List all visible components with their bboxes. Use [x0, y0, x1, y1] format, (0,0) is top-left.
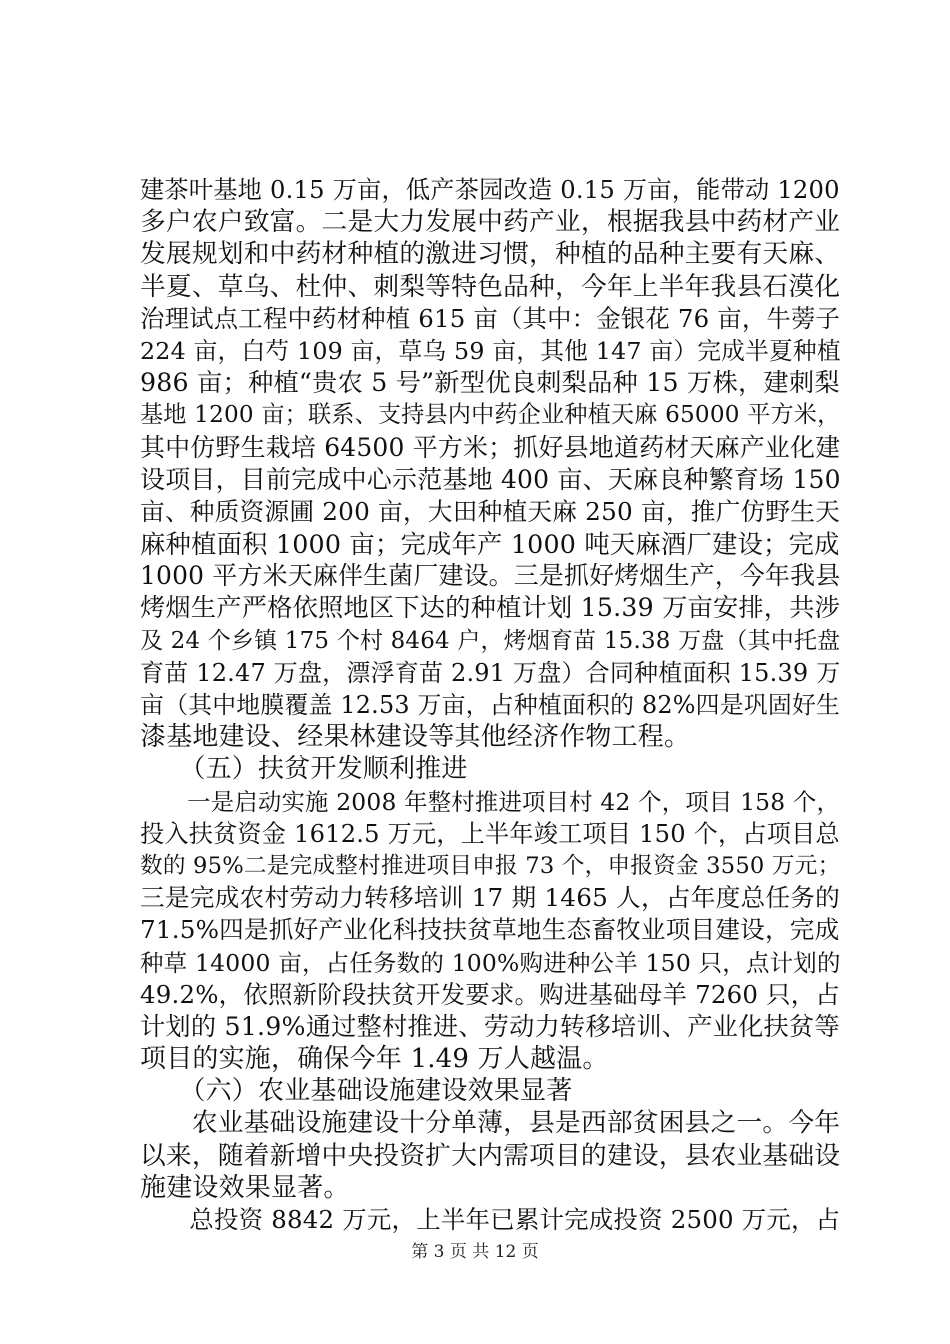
text-line: 烤烟生产严格依照地区下达的种植计划 15.39 万亩安排，共涉 — [140, 593, 841, 623]
text-line: 农业基础设施建设十分单薄，县是西部贫困县之一。今年 — [140, 1108, 841, 1139]
text-line: 亩（其中地膜覆盖 12.53 万亩，占种植面积的 82%四是巩固好生 — [140, 691, 841, 719]
text-line: 麻种植面积 1000 亩；完成年产 1000 吨天麻酒厂建设；完成 — [140, 529, 840, 560]
text-line: 建茶叶基地 0.15 万亩，低产茶园改造 0.15 万亩，能带动 1200 — [140, 176, 840, 204]
page-number-footer: 第 3 页 共 12 页 — [411, 1242, 539, 1262]
text-line: 亩、种质资源圃 200 亩，大田种植天麻 250 亩，推广仿野生天 — [140, 496, 841, 526]
text-line: 数的 95%二是完成整村推进项目申报 73 个，申报资金 3550 万元； — [140, 852, 841, 879]
text-line: 投入扶贫资金 1612.5 万元，上半年竣工项目 150 个，占项目总 — [140, 819, 840, 848]
text-line: 设项目，目前完成中心示范基地 400 亩、天麻良种繁育场 150 — [140, 464, 841, 494]
text-line: 施建设效果显著。 — [140, 1172, 350, 1203]
section-heading: （六）农业基础设施建设效果显著 — [140, 1076, 573, 1107]
text-line: 总投资 8842 万元，上半年已累计完成投资 2500 万元，占 — [140, 1205, 841, 1234]
text-line: 1000 平方米天麻伴生菌厂建设。三是抓好烤烟生产，今年我县 — [140, 561, 841, 591]
text-line: 多户农户致富。二是大力发展中药产业，根据我县中药材产业 — [140, 207, 841, 238]
text-line: 漆基地建设、经果林建设等其他经济作物工程。 — [140, 722, 691, 753]
text-line: 一是启动实施 2008 年整村推进项目村 42 个，项目 158 个， — [140, 787, 841, 816]
text-line: 基地 1200 亩；联系、支持县内中药企业种植天麻 65000 平方米， — [140, 402, 841, 429]
text-line: 半夏、草乌、杜仲、刺梨等特色品种，今年上半年我县石漠化 — [140, 271, 841, 302]
body-text — [140, 174, 840, 1236]
text-line: 224 亩，白芍 109 亩，草乌 59 亩，其他 147 亩）完成半夏种植 — [140, 336, 841, 365]
text-line: 项目的实施，确保今年 1.49 万人越温。 — [140, 1044, 609, 1075]
text-line: 三是完成农村劳动力转移培训 17 期 1465 人，占年度总任务的 — [140, 883, 841, 913]
text-line: 育苗 12.47 万盘，漂浮育苗 2.91 万盘）合同种植面积 15.39 万 — [140, 658, 841, 687]
text-line: 986 亩；种植“贵农 5 号”新型优良刺梨品种 15 万株，建刺梨 — [140, 368, 840, 398]
text-line: 发展规划和中药材种植的激进习惯，种植的品种主要有天麻、 — [140, 239, 841, 270]
text-line: 计划的 51.9%通过整村推进、劳动力转移培训、产业化扶贫等 — [140, 1011, 840, 1041]
text-line: 种草 14000 亩，占任务数的 100%购进种公羊 150 只，点计划的 — [140, 948, 841, 977]
text-line: 治理试点工程中药材种植 615 亩（其中：金银花 76 亩，牛蒡子 — [140, 303, 841, 333]
section-heading: （五）扶贫开发顺利推进 — [140, 754, 468, 785]
text-line: 以来，随着新增中央投资扩大内需项目的建设，县农业基础设 — [140, 1140, 841, 1171]
text-line: 49.2%，依照新阶段扶贫开发要求。购进基础母羊 7260 只，占 — [140, 979, 841, 1009]
text-line: 71.5%四是抓好产业化科技扶贫草地生态畜牧业项目建设，完成 — [140, 915, 840, 945]
text-line: 其中仿野生栽培 64500 平方米；抓好县地道药材天麻产业化建 — [140, 432, 841, 462]
text-line: 及 24 个乡镇 175 个村 8464 户，烤烟育苗 15.38 万盘（其中托盘 — [140, 627, 841, 654]
